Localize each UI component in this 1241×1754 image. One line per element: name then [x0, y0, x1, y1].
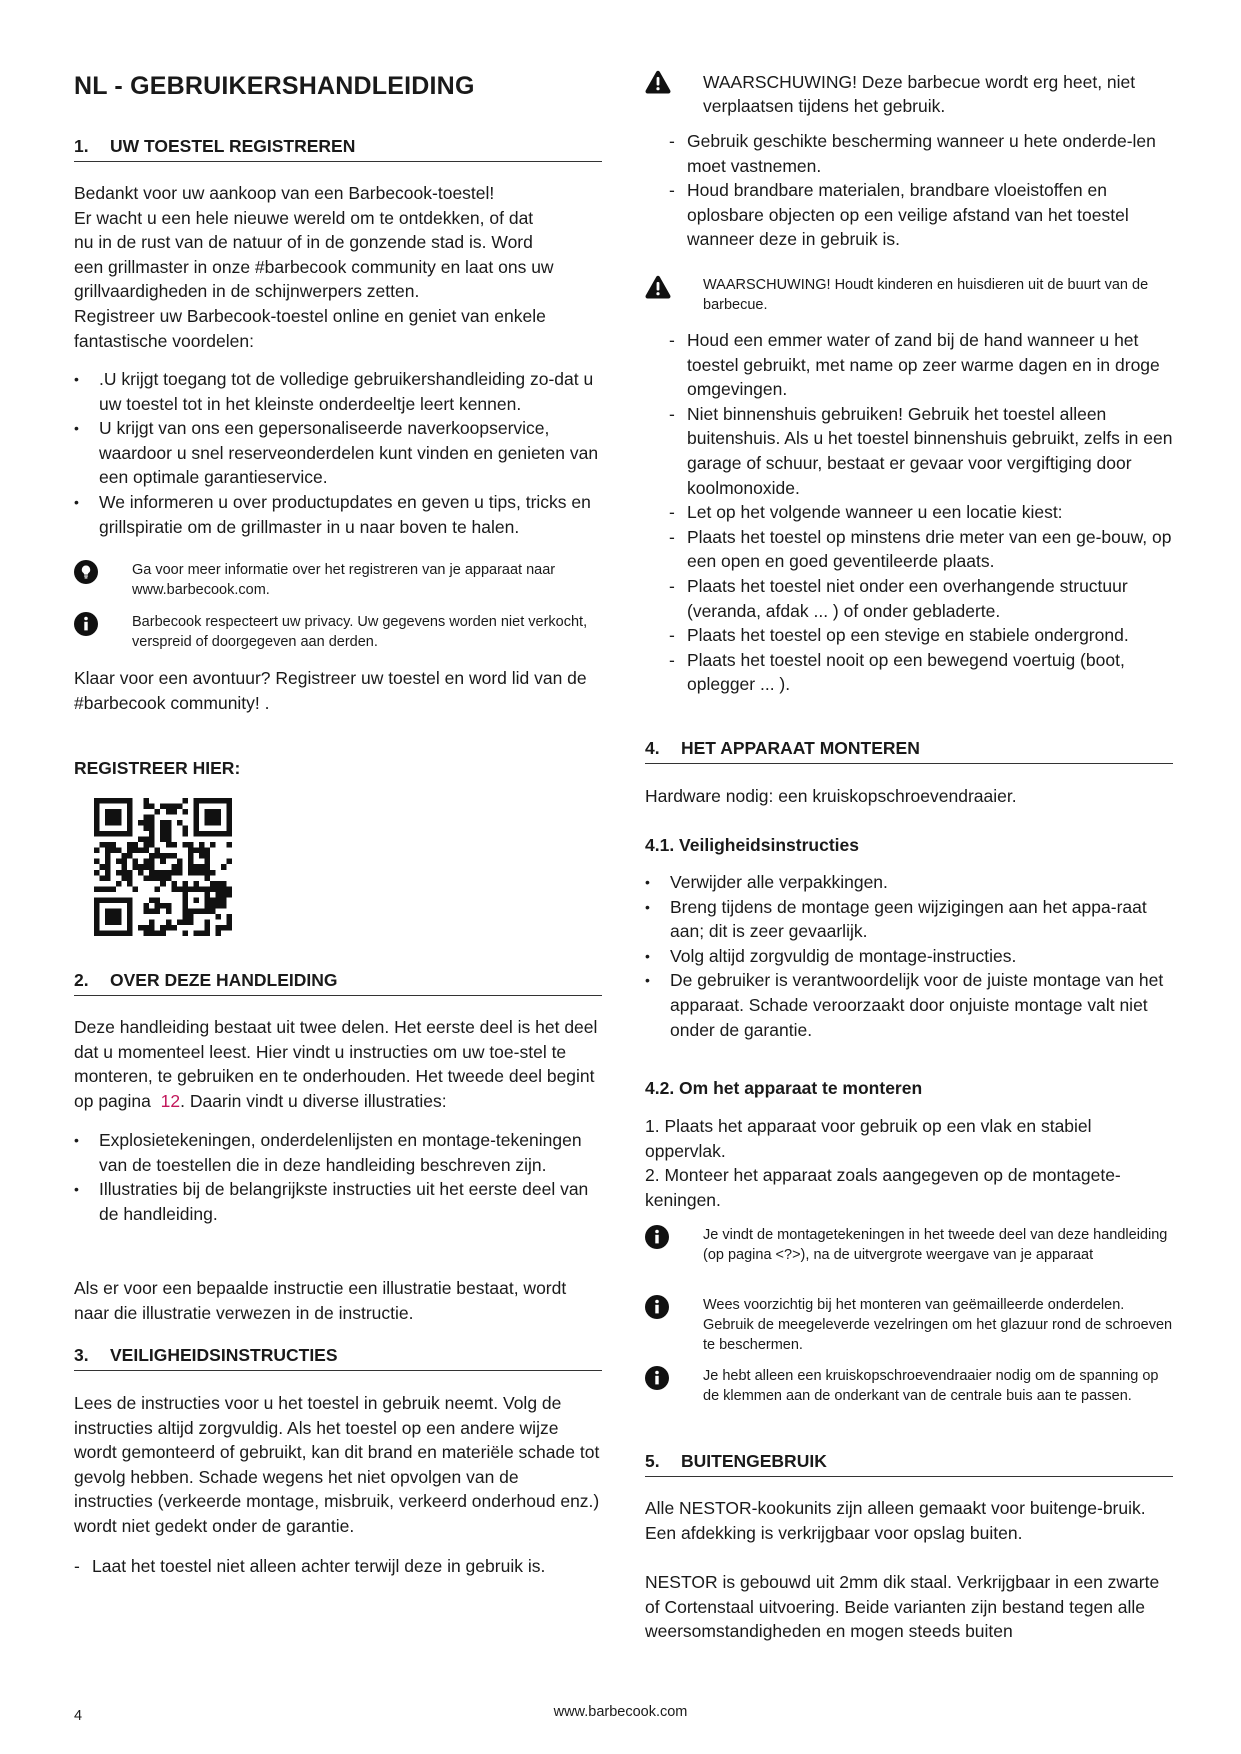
section-3-paragraph: Lees de instructies voor u het toestel in gebruik neemt. Volg de instructies altijd zorgvuldig. Als het toestel op een andere wijze wordt gemonteerd of gebruikt, kan dit brand en materiële schade tot gevolg hebben. Schade wegens het niet opvolgen van de instructies (verkeerde montage, misbruik, verkeerd onderhoud enz.) wordt niet gedekt onder de garantie.: [74, 1393, 600, 1536]
section-1-benefits-list: [74, 367, 602, 539]
section-3-heading: 3. VEILIGHEIDSINSTRUCTIES: [74, 1345, 602, 1371]
page-number: 4: [74, 1708, 83, 1724]
section-5-paragraph-2: NESTOR is gebouwd uit 2mm dik staal. Verkrijgbaar in een zwarte of Cortenstaal uitvoering. Beide varianten zijn bestand tegen alle weersomstandigheden en mogen steeds buiten: [645, 1572, 1160, 1642]
list-item: - Plaats het toestel niet onder een overhangende structuur (veranda, afdak ... ) of onder gebladerte.: [669, 575, 1128, 621]
list-item: - Houd een emmer water of zand bij de hand wanneer u het toestel gebruikt, met name op zeer warme dagen en in droge omgevingen.: [669, 330, 1160, 400]
register-cta: Klaar voor een avontuur? Registreer uw toestel en word lid van de #barbecook community! .: [74, 668, 587, 713]
list-item: • .U krijgt toegang tot de volledige gebruikershandleiding zo-dat u uw toestel tot in het kleinste onderdeeltje leert kennen.: [74, 369, 594, 414]
section-4-1-list: [645, 870, 1173, 1042]
list-item: • Volg altijd zorgvuldig de montage-instructies.: [645, 945, 1017, 966]
list-item: - Gebruik geschikte bescherming wanneer u hete onderde-len moet vastnemen.: [669, 131, 1156, 176]
section-1-heading: 1. UW TOESTEL REGISTREREN: [74, 136, 602, 162]
list-item: - Plaats het toestel nooit op een bewegend voertuig (boot, oplegger ... ).: [669, 649, 1125, 695]
lightbulb-icon: [74, 560, 98, 584]
section-2-list: [74, 1128, 602, 1226]
list-item: • Explosietekeningen, onderdelenlijsten en montage-tekeningen van de toestellen die in deze handleiding beschreven zijn.: [74, 1130, 582, 1175]
assembly-step-1: 1. Plaats het apparaat voor gebruik op een vlak en stabiel oppervlak.: [645, 1116, 1092, 1161]
list-item: • Verwijder alle verpakkingen.: [645, 872, 888, 892]
info-icon: [74, 612, 98, 636]
section-1-intro: Bedankt voor uw aankoop van een Barbecook-toestel! Er wacht u een hele nieuwe wereld om te ontdekken, of dat nu in de rust van de natuur of in de gonzende stad is. Word een grillmaster in onze #barbecook community en laat ons uw grillvaardigheden in de schijnwerpers zetten. Registreer uw Barbecook-toestel online en geniet van enkele fantastische voordelen:: [74, 183, 554, 351]
list-item: • U krijgt van ons een gepersonaliseerde naverkoopservice, waardoor u snel reserveonderdelen kunt vinden en genieten van een optimale garantieservice.: [74, 418, 599, 488]
assembly-step-2: 2. Monteer het apparaat zoals aangegeven op de montagete-keningen.: [645, 1165, 1121, 1210]
assembly-note-3: Je hebt alleen een kruiskopschroevendraaier nodig om de spanning op de klemmen aan de onderkant van de centrale buis aan te passen.: [645, 1366, 1173, 1406]
warning-children: WAARSCHUWING! Houdt kinderen en huisdieren uit de buurt van de barbecue.: [645, 275, 1173, 315]
warning-icon: [645, 70, 669, 94]
info-icon: [645, 1366, 669, 1390]
section-3-dash-list-b: [645, 328, 1173, 697]
section-2-heading: 2. OVER DEZE HANDLEIDING: [74, 970, 602, 996]
list-item: - Plaats het toestel op minstens drie meter van een ge-bouw, op een open en goed geventileerde plaats.: [669, 526, 1172, 572]
tip-note: Ga voor meer informatie over het registreren van je apparaat naar www.barbecook.com.: [74, 560, 602, 600]
list-item: - Plaats het toestel op een stevige en stabiele ondergrond.: [669, 625, 1129, 646]
section-5-heading: 5. BUITENGEBRUIK: [645, 1451, 1173, 1477]
assembly-note-2: Wees voorzichtig bij het monteren van geëmailleerde onderdelen. Gebruik de meegeleverde vezelringen om het glazuur rond de schroeven te beschermen.: [645, 1295, 1173, 1355]
list-item: • Illustraties bij de belangrijkste instructies uit het eerste deel van de handleiding.: [74, 1179, 589, 1224]
list-item: - Houd brandbare materialen, brandbare vloeistoffen en oplosbare objecten op een veilige afstand van het toestel wanneer deze in gebruik is.: [669, 180, 1129, 250]
info-icon: [645, 1225, 669, 1249]
page-reference-link[interactable]: 12: [160, 1090, 181, 1111]
section-5-paragraph-1: Alle NESTOR-kookunits zijn alleen gemaakt voor buitenge-bruik. Een afdekking is verkrijgbaar voor opslag buiten.: [645, 1498, 1146, 1543]
section-3-dash-list-left: [50, 1554, 602, 1579]
list-item: • We informeren u over productupdates en geven u tips, tricks en grillspiratie om de grillmaster in u naar boven te halen.: [74, 491, 591, 537]
list-item: • De gebruiker is verantwoordelijk voor de juiste montage van het apparaat. Schade veroorzaakt door onjuiste montage valt niet onder de garantie.: [645, 970, 1164, 1040]
assembly-note-1: Je vindt de montagetekeningen in het tweede deel van deze handleiding (op pagina <?>), na de uitvergrote weergave van je apparaat: [645, 1225, 1173, 1265]
footer-url[interactable]: www.barbecook.com: [553, 1704, 688, 1720]
qr-code[interactable]: [94, 798, 232, 936]
privacy-note: Barbecook respecteert uw privacy. Uw gegevens worden niet verkocht, verspreid of doorgegeven aan derden.: [74, 612, 602, 652]
subsection-4-2-heading: 4.2. Om het apparaat te monteren: [645, 1078, 923, 1098]
section-2-closing: Als er voor een bepaalde instructie een illustratie bestaat, wordt naar die illustratie verwezen in de instructie.: [74, 1278, 567, 1323]
register-label: REGISTREER HIER:: [74, 758, 241, 778]
section-4-heading: 4. HET APPARAAT MONTEREN: [645, 738, 1173, 764]
list-item: • Breng tijdens de montage geen wijzigingen aan het appa-raat aan; dit is zeer gevaarlijk.: [645, 896, 1147, 942]
list-item: - Niet binnenshuis gebruiken! Gebruik het toestel alleen buitenshuis. Als u het toestel binnenshuis gebruikt, zelfs in een garage of schuur, bestaat er gevaar voor vergiftiging door koolmonoxide.: [669, 403, 1173, 498]
info-icon: [645, 1295, 669, 1319]
warning-icon: [645, 275, 669, 299]
subsection-4-1-heading: 4.1. Veiligheidsinstructies: [645, 835, 859, 855]
warning-heat: WAARSCHUWING! Deze barbecue wordt erg heet, niet verplaatsen tijdens het gebruik.: [645, 70, 1173, 118]
list-item: - Let op het volgende wanneer u een locatie kiest:: [669, 502, 1063, 523]
document-title: NL - GEBRUIKERSHANDLEIDING: [74, 72, 475, 100]
section-2-paragraph: Deze handleiding bestaat uit twee delen. Het eerste deel is het deel dat u momenteel leest. Hier vindt u instructies om uw toe-stel te monteren, te gebruiken en te onderhouden. Het tweede deel begint op pagina 12. Daarin vindt u diverse illustraties:: [74, 1017, 598, 1111]
hardware-needed: Hardware nodig: een kruiskopschroevendraaier.: [645, 786, 1017, 806]
section-3-dash-list-a: [645, 129, 1173, 252]
list-item: - Laat het toestel niet alleen achter terwijl deze in gebruik is.: [74, 1556, 546, 1576]
